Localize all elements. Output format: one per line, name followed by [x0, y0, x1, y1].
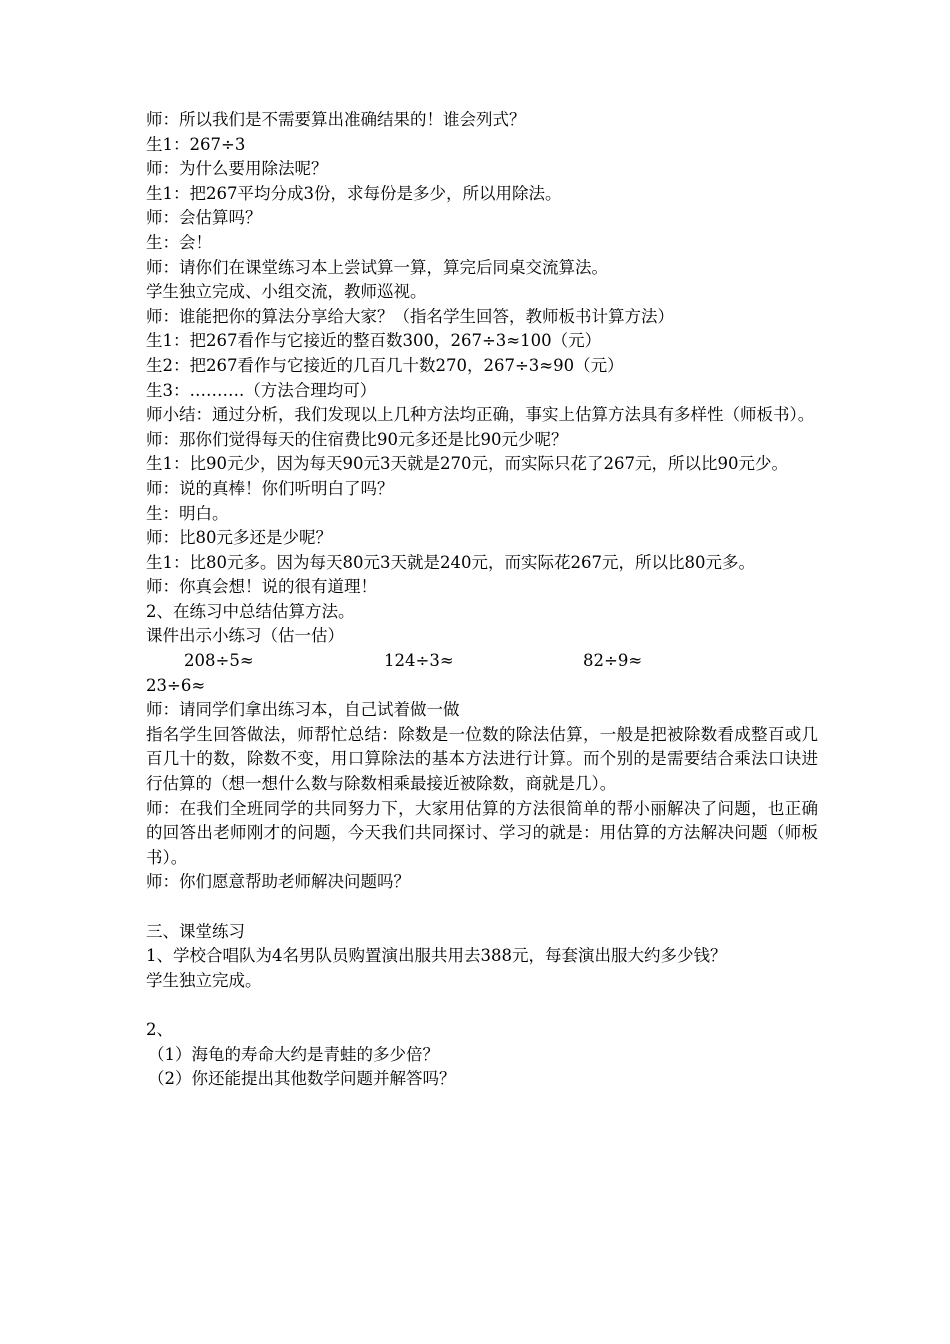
text-line: 生：会！: [146, 232, 212, 252]
text-line: 生1：把267看作与它接近的整百数300，267÷3≈100（元）: [146, 331, 602, 351]
text-line: 生3：……….（方法合理均可）: [146, 380, 377, 400]
text-line: 生2：把267看作与它接近的几百几十数270，267÷3≈90（元）: [146, 355, 624, 375]
exercise-item: 82÷9≈: [583, 651, 643, 671]
text-line: 师：说的真棒！你们听明白了吗？: [146, 478, 394, 498]
question-1-note: 学生独立完成。: [146, 970, 262, 990]
exercise-row: [146, 649, 818, 674]
summary-paragraph: 师小结：通过分析，我们发现以上几种方法均正确，事实上估算方法具有多样性（师板书）。: [146, 405, 815, 425]
question-2-sub: （1）海龟的寿命大约是青蛙的多少倍？: [148, 1044, 439, 1064]
text-line: 师：那你们觉得每天的住宿费比90元多还是比90元少呢？: [146, 429, 568, 449]
exercise-item: 23÷6≈: [146, 675, 206, 695]
spacer: [146, 993, 818, 1018]
summary-paragraph: 指名学生回答做法，师帮忙总结：除数是一位数的除法估算，一般是把被除数看成整百或几百几十的数，除数不变，用口算除法的基本方法进行计算。而个别的是需要结合乘法口诀进行估算的（想一想什么数与除数相乘最接近被除数，商就是几）。: [146, 724, 818, 794]
summary-paragraph: 师：在我们全班同学的共同努力下，大家用估算的方法很简单的帮小丽解决了问题，也正确的回答出老师刚才的问题，今天我们共同探讨、学习的就是：用估算的方法解决问题（师板书）。: [146, 798, 818, 867]
question-2: 2、: [146, 1019, 173, 1039]
section-title: 三、课堂练习: [146, 921, 245, 941]
text-line: 生1：267÷3: [146, 134, 246, 154]
text-line: 师：谁能把你的算法分享给大家？（指名学生回答，教师板书计算方法）: [146, 306, 674, 326]
text-line: 课件出示小练习（估一估）: [146, 626, 344, 646]
text-line: 师：会估算吗？: [146, 208, 262, 228]
text-line: 师：请同学们拿出练习本，自己试着做一做: [146, 700, 460, 720]
question-1: 1、学校合唱队为4名男队员购置演出服共用去388元，每套演出服大约多少钱？: [146, 946, 727, 966]
text-line: 师：你们愿意帮助老师解决问题吗？: [146, 872, 410, 892]
answer-paragraph: 生1：比80元多。因为每天80元3天就是240元，而实际花267元，所以比80元多。: [146, 552, 755, 572]
answer-paragraph: 生1：比90元少，因为每天90元3天就是270元，而实际只花了267元，所以比90元少。: [146, 454, 788, 474]
text-line: 师：为什么要用除法呢？: [146, 159, 328, 179]
exercise-item: 208÷5≈: [184, 651, 254, 671]
text-line: 生：明白。: [146, 503, 229, 523]
exercise-item: 124÷3≈: [384, 651, 454, 671]
text-line: 生1：把267平均分成3份，求每份是多少，所以用除法。: [146, 183, 562, 203]
text-line: 师：请你们在课堂练习本上尝试算一算，算完后同桌交流算法。: [146, 257, 608, 277]
section-heading: 2、在练习中总结估算方法。: [146, 601, 355, 621]
text-line: 学生独立完成、小组交流，教师巡视。: [146, 282, 427, 302]
spacer: [146, 895, 818, 920]
question-2-sub: （2）你还能提出其他数学问题并解答吗？: [148, 1069, 456, 1089]
text-line: 师：你真会想！说的很有道理！: [146, 577, 377, 597]
document-page: [146, 108, 818, 1092]
text-line: 师：比80元多还是少呢？: [146, 528, 332, 548]
text-line: 师：所以我们是不需要算出准确结果的！谁会列式？: [146, 110, 526, 129]
